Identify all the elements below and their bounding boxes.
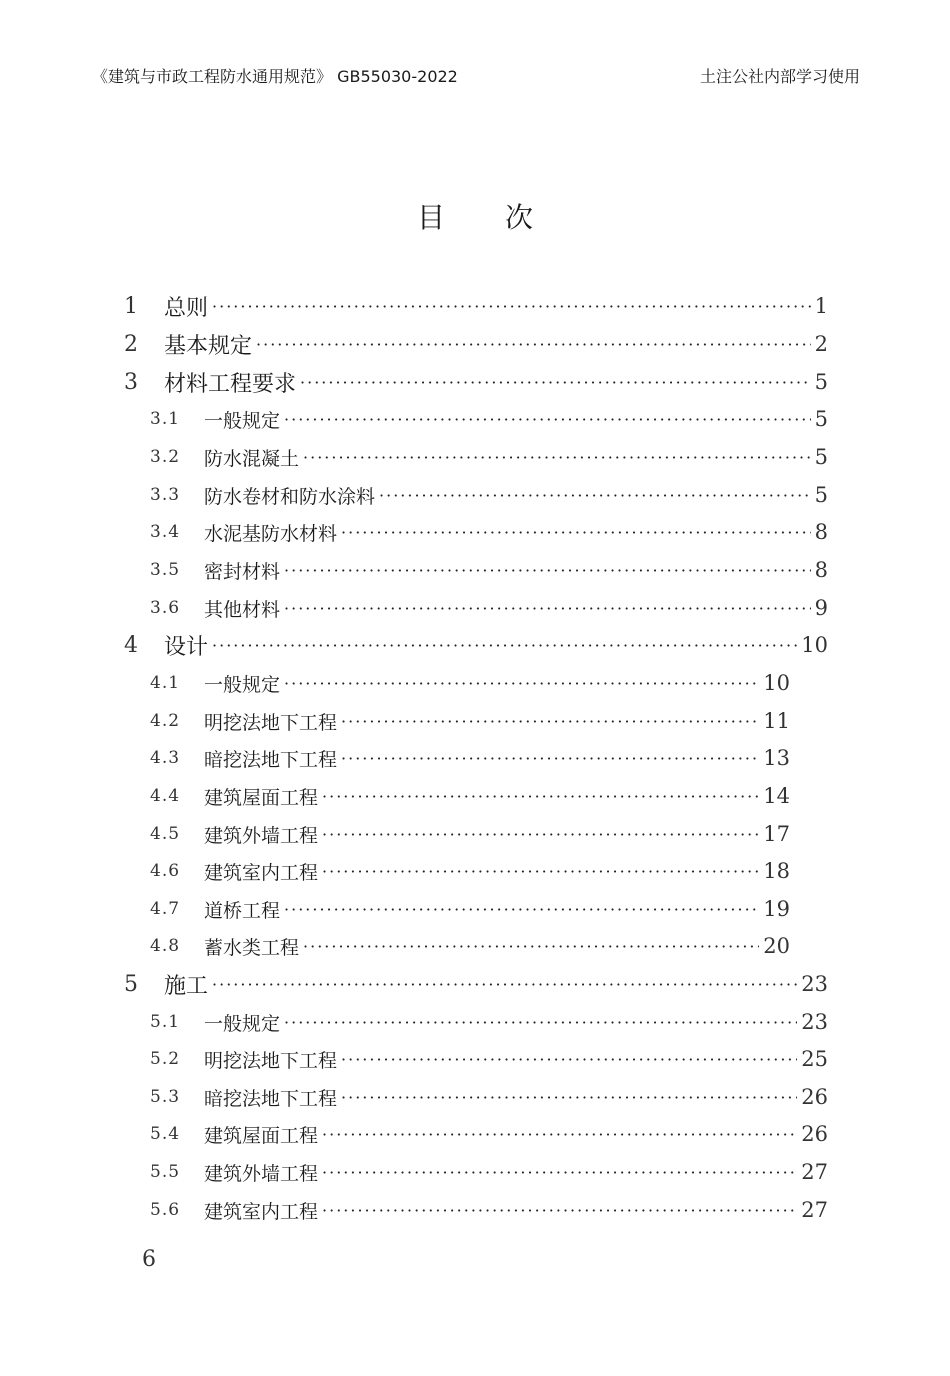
toc-entry-page: 9 [814, 596, 828, 620]
toc-entry-page: 17 [763, 822, 790, 846]
toc-entry-page: 14 [763, 784, 790, 808]
toc-dot-leader [341, 1050, 797, 1069]
footer-page-number: 6 [142, 1247, 156, 1272]
toc-entry[interactable] [124, 328, 828, 360]
toc-entry-number: 2 [124, 331, 138, 357]
toc-dot-leader [284, 410, 811, 429]
toc-entry[interactable] [150, 516, 828, 548]
toc-dot-leader [341, 712, 759, 731]
toc-entry-number: 4.6 [150, 861, 181, 881]
toc-dot-leader [341, 749, 759, 768]
toc-entry-number: 5.4 [150, 1124, 181, 1144]
toc-entry-page: 23 [801, 972, 828, 996]
toc-entry-number: 3.2 [150, 447, 181, 467]
toc-entry-label: 建筑室内工程 [204, 1200, 319, 1223]
toc-dot-leader [284, 561, 811, 580]
toc-entry[interactable] [150, 1006, 828, 1038]
toc-entry[interactable] [150, 667, 790, 699]
toc-entry[interactable] [150, 554, 828, 586]
toc-entry[interactable] [124, 968, 828, 1000]
toc-entry-number: 1 [124, 293, 138, 319]
toc-dot-leader [322, 862, 759, 881]
toc-entry-number: 3.5 [150, 560, 181, 580]
toc-entry-label: 明挖法地下工程 [204, 711, 338, 734]
toc-entry-page: 27 [801, 1198, 828, 1222]
toc-entry-label: 防水卷材和防水涂料 [204, 485, 376, 508]
toc-entry-label: 建筑屋面工程 [204, 1124, 319, 1147]
toc-entry[interactable] [150, 742, 790, 774]
toc-entry[interactable] [150, 1081, 828, 1113]
toc-entry-number: 4.1 [150, 673, 181, 693]
toc-entry-label: 建筑室内工程 [204, 861, 319, 884]
toc-dot-leader [322, 1201, 797, 1220]
toc-entry[interactable] [150, 893, 790, 925]
toc-entry-label: 总则 [164, 295, 209, 321]
toc-entry[interactable] [150, 818, 790, 850]
toc-entry[interactable] [150, 403, 828, 435]
toc-entry-label: 道桥工程 [204, 899, 281, 922]
toc-entry-number: 5 [124, 971, 138, 997]
toc-entry-page: 11 [763, 709, 790, 733]
toc-dot-leader [322, 787, 759, 806]
toc-entry[interactable] [150, 479, 828, 511]
toc-dot-leader [379, 486, 811, 505]
toc-dot-leader [212, 636, 797, 655]
toc-entry[interactable] [150, 705, 790, 737]
toc-dot-leader [256, 335, 811, 354]
toc-entry-label: 建筑外墙工程 [204, 824, 319, 847]
toc-entry-page: 2 [814, 332, 828, 356]
toc-entry-number: 3 [124, 369, 138, 395]
toc-entry-label: 建筑屋面工程 [204, 786, 319, 809]
toc-entry-number: 4.3 [150, 748, 181, 768]
toc-entry-number: 4 [124, 632, 138, 658]
toc-entry-page: 10 [763, 671, 790, 695]
toc-entry-label: 其他材料 [204, 598, 281, 621]
running-header-note: 土注公社内部学习使用 [699, 67, 860, 86]
toc-entry[interactable] [150, 1043, 828, 1075]
toc-entry-label: 水泥基防水材料 [204, 522, 338, 545]
page-title: 目次 [416, 201, 593, 234]
toc-dot-leader [284, 900, 759, 919]
toc-dot-leader [303, 937, 759, 956]
toc-entry-label: 基本规定 [164, 333, 253, 359]
toc-entry-page: 5 [814, 483, 828, 507]
toc-entry-number: 5.5 [150, 1162, 181, 1182]
toc-entry-label: 一般规定 [204, 409, 281, 432]
toc-dot-leader [341, 523, 811, 542]
toc-entry-number: 4.2 [150, 711, 181, 731]
toc-entry-page: 25 [801, 1047, 828, 1071]
toc-entry-page: 20 [763, 934, 790, 958]
toc-entry-number: 5.2 [150, 1049, 181, 1069]
toc-entry-label: 施工 [164, 973, 209, 999]
toc-entry[interactable] [150, 855, 790, 887]
toc-entry-number: 4.5 [150, 824, 181, 844]
toc-entry-number: 4.8 [150, 936, 181, 956]
toc-entry[interactable] [124, 629, 828, 661]
toc-entry-page: 5 [814, 445, 828, 469]
toc-entry-label: 设计 [164, 634, 209, 660]
toc-entry-page: 8 [814, 520, 828, 544]
toc-entry-page: 27 [801, 1160, 828, 1184]
toc-entry-label: 防水混凝土 [204, 447, 300, 470]
toc-entry-number: 3.1 [150, 409, 181, 429]
toc-entry-page: 26 [801, 1085, 828, 1109]
toc-dot-leader [284, 1013, 797, 1032]
running-header-title: 《建筑与市政工程防水通用规范》 GB55030-2022 [92, 67, 458, 86]
toc-dot-leader [212, 297, 811, 316]
toc-entry-number: 3.3 [150, 485, 181, 505]
toc-entry[interactable] [124, 366, 828, 398]
toc-entry-number: 5.1 [150, 1012, 181, 1032]
toc-entry-number: 4.4 [150, 786, 181, 806]
toc-entry-page: 1 [814, 294, 828, 318]
toc-dot-leader [341, 1088, 797, 1107]
toc-entry-label: 一般规定 [204, 673, 281, 696]
toc-entry-label: 建筑外墙工程 [204, 1162, 319, 1185]
toc-entry[interactable] [150, 441, 828, 473]
toc-entry-label: 暗挖法地下工程 [204, 1087, 338, 1110]
toc-entry[interactable] [124, 290, 828, 322]
toc-entry-label: 暗挖法地下工程 [204, 748, 338, 771]
toc-entry[interactable] [150, 1156, 828, 1188]
toc-entry-page: 23 [801, 1010, 828, 1034]
toc-entry-label: 一般规定 [204, 1012, 281, 1035]
toc-dot-leader [212, 975, 797, 994]
toc-dot-leader [322, 825, 759, 844]
toc-entry-page: 13 [763, 746, 790, 770]
toc-dot-leader [322, 1163, 797, 1182]
toc-entry-label: 密封材料 [204, 560, 281, 583]
toc-entry-label: 蓄水类工程 [204, 936, 300, 959]
toc-dot-leader [322, 1125, 797, 1144]
toc-entry-number: 5.3 [150, 1087, 181, 1107]
toc-dot-leader [284, 674, 759, 693]
toc-entry-page: 5 [814, 407, 828, 431]
toc-entry-page: 5 [814, 370, 828, 394]
toc-entry-page: 26 [801, 1122, 828, 1146]
toc-entry[interactable] [150, 592, 828, 624]
toc-entry-page: 10 [801, 633, 828, 657]
toc-entry[interactable] [150, 1118, 828, 1150]
toc-entry-number: 3.4 [150, 522, 181, 542]
toc-entry[interactable] [150, 1194, 828, 1226]
toc-dot-leader [303, 448, 811, 467]
toc-dot-leader [300, 373, 811, 392]
toc-dot-leader [284, 599, 811, 618]
toc-entry-page: 18 [763, 859, 790, 883]
toc-entry-page: 8 [814, 558, 828, 582]
toc-entry-number: 3.6 [150, 598, 181, 618]
toc-entry-number: 5.6 [150, 1200, 181, 1220]
toc-entry[interactable] [150, 930, 790, 962]
toc-entry[interactable] [150, 780, 790, 812]
toc-entry-number: 4.7 [150, 899, 181, 919]
toc-entry-page: 19 [763, 897, 790, 921]
toc-entry-label: 明挖法地下工程 [204, 1049, 338, 1072]
toc-entry-label: 材料工程要求 [164, 371, 297, 397]
